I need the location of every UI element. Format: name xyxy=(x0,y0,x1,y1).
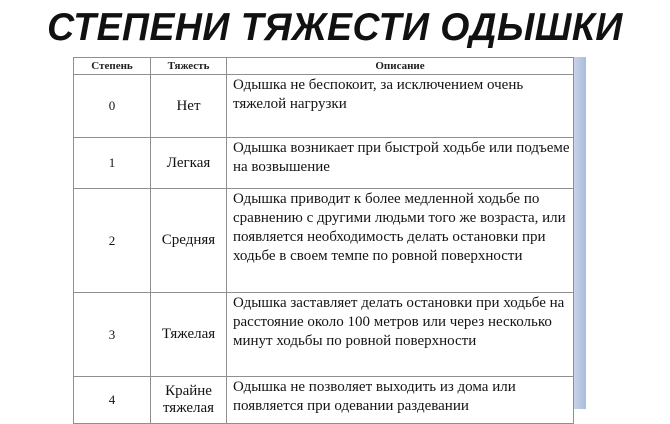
table-header-row xyxy=(74,58,574,75)
degree-cell: 2 xyxy=(74,189,151,293)
severity-cell: Крайне тяжелая xyxy=(151,377,227,424)
degree-cell: 3 xyxy=(74,293,151,377)
degree-cell: 4 xyxy=(74,377,151,424)
severity-cell: Средняя xyxy=(151,189,227,293)
severity-cell: Легкая xyxy=(151,138,227,189)
description-cell: Одышка приводит к более медленной ходьбе по сравнению с другими людьми того же возраста, или появляется необходимость делать остановки при ходьбе в своем темпе по ровной поверхности xyxy=(227,189,574,293)
table-row xyxy=(74,75,574,138)
description-cell: Одышка заставляет делать остановки при ходьбе на расстояние около 100 метров или через несколько минут ходьбы по ровной поверхности xyxy=(227,293,574,377)
table-row xyxy=(74,293,574,377)
table-row xyxy=(74,138,574,189)
degree-cell: 0 xyxy=(74,75,151,138)
page-title: СТЕПЕНИ ТЯЖЕСТИ ОДЫШКИ xyxy=(47,6,623,49)
description-cell: Одышка возникает при быстрой ходьбе или подъеме на возвышение xyxy=(227,138,574,189)
dyspnea-severity-table xyxy=(73,57,574,424)
header-severity: Тяжесть xyxy=(151,58,227,75)
description-cell: Одышка не беспокоит, за исключением очень тяжелой нагрузки xyxy=(227,75,574,138)
description-cell: Одышка не позволяет выходить из дома или появляется при одевании раздевании xyxy=(227,377,574,424)
severity-cell: Нет xyxy=(151,75,227,138)
header-degree: Степень xyxy=(74,58,151,75)
degree-cell: 1 xyxy=(74,138,151,189)
header-description: Описание xyxy=(227,58,574,75)
severity-cell: Тяжелая xyxy=(151,293,227,377)
side-border-strip xyxy=(573,57,586,409)
table-row xyxy=(74,189,574,293)
table-row xyxy=(74,377,574,424)
